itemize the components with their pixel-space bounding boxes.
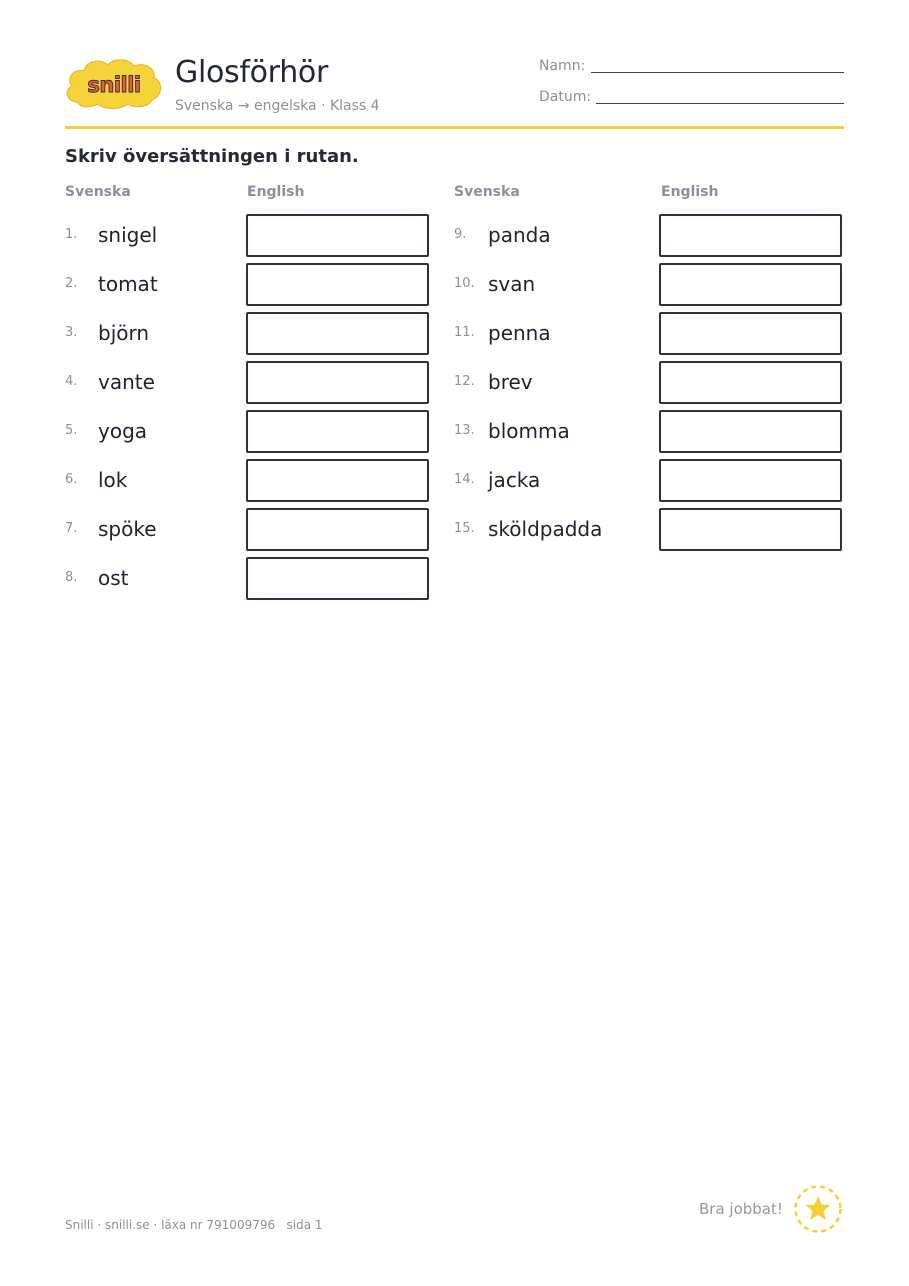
answer-box[interactable] (246, 459, 429, 502)
swedish-word: sköldpadda (488, 517, 603, 541)
date-label: Datum: (539, 89, 592, 105)
snilli-logo (64, 56, 164, 110)
answer-box[interactable] (659, 361, 842, 404)
item-number: 4. (65, 374, 78, 389)
item-number: 10. (454, 276, 475, 291)
worksheet-subtitle: Svenska → engelska · Klass 4 (175, 98, 380, 114)
swedish-word: jacka (488, 468, 541, 492)
answer-box[interactable] (246, 312, 429, 355)
item-number: 7. (65, 521, 78, 536)
col-head-left-swedish: Svenska (65, 184, 131, 200)
footer-info: Snilli · snilli.se · läxa nr 791009796 sida 1 (65, 1218, 323, 1232)
swedish-word: lok (98, 468, 128, 492)
header-divider (65, 126, 844, 129)
item-number: 15. (454, 521, 475, 536)
col-head-left-english: English (247, 184, 305, 200)
instruction-text: Skriv översättningen i rutan. (65, 146, 359, 167)
swedish-word: björn (98, 321, 150, 345)
answer-box[interactable] (246, 410, 429, 453)
logo-wordmark: snilli (87, 73, 141, 97)
col-head-right-english: English (661, 184, 719, 200)
swedish-word: ost (98, 566, 129, 590)
swedish-word: yoga (98, 419, 148, 443)
answer-box[interactable] (659, 410, 842, 453)
name-label: Namn: (539, 58, 586, 74)
item-number: 1. (65, 227, 78, 242)
swedish-word: brev (488, 370, 533, 394)
answer-box[interactable] (246, 557, 429, 600)
swedish-word: spöke (98, 517, 157, 541)
answer-box[interactable] (246, 214, 429, 257)
answer-box[interactable] (659, 312, 842, 355)
answer-box[interactable] (659, 459, 842, 502)
date-line[interactable] (596, 103, 844, 104)
praise-text: Bra jobbat! (699, 1200, 783, 1218)
item-number: 9. (454, 227, 467, 242)
item-number: 5. (65, 423, 78, 438)
item-number: 2. (65, 276, 78, 291)
star-icon (793, 1184, 843, 1234)
swedish-word: svan (488, 272, 536, 296)
item-number: 3. (65, 325, 78, 340)
answer-box[interactable] (659, 214, 842, 257)
item-number: 13. (454, 423, 475, 438)
item-number: 12. (454, 374, 475, 389)
item-number: 11. (454, 325, 475, 340)
item-number: 14. (454, 472, 475, 487)
answer-box[interactable] (659, 263, 842, 306)
worksheet-title: Glosförhör (175, 55, 328, 90)
answer-box[interactable] (246, 263, 429, 306)
item-number: 6. (65, 472, 78, 487)
name-line[interactable] (591, 72, 844, 73)
answer-box[interactable] (246, 361, 429, 404)
swedish-word: tomat (98, 272, 158, 296)
answer-box[interactable] (659, 508, 842, 551)
col-head-right-swedish: Svenska (454, 184, 520, 200)
swedish-word: penna (488, 321, 551, 345)
item-number: 8. (65, 570, 78, 585)
swedish-word: snigel (98, 223, 158, 247)
swedish-word: panda (488, 223, 551, 247)
answer-box[interactable] (246, 508, 429, 551)
swedish-word: vante (98, 370, 155, 394)
swedish-word: blomma (488, 419, 570, 443)
